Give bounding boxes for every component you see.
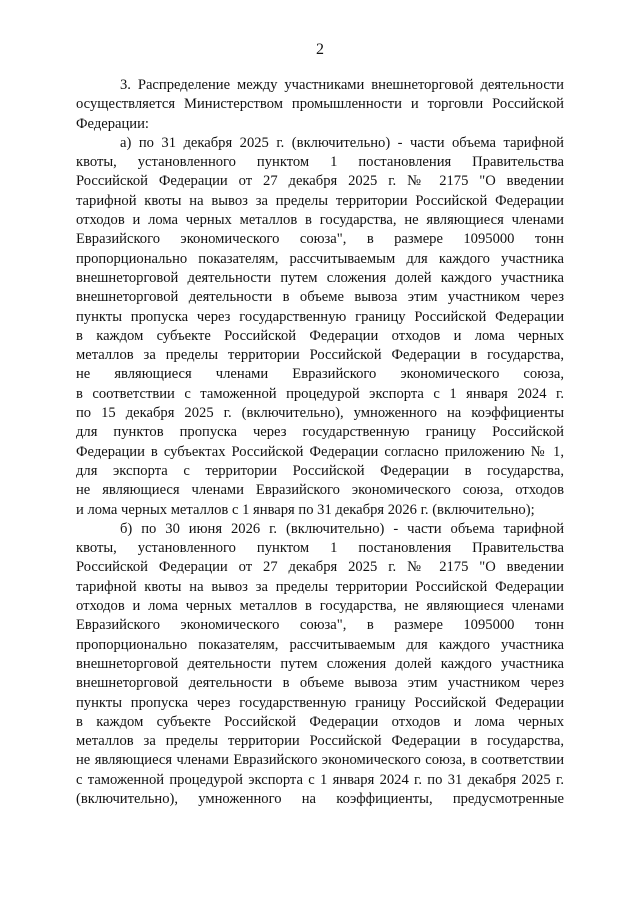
item-b-line: Российской Федерации от 27 декабря 2025 г. № 2175 "О введении (76, 559, 564, 576)
item-b-line: металлов за пределы территории Российской Федерации в государства, (76, 733, 564, 750)
item-a-line: Евразийского экономического союза", в размере 1095000 тонн (76, 231, 564, 248)
item-a-line: для экспорта с территории Российской Федерации в государства, (76, 462, 564, 479)
document-body (76, 76, 564, 809)
item-a-line: по 15 декабря 2025 г. (включительно), умноженного на коэффициенты (76, 405, 564, 422)
item-b-line: внешнеторговой деятельности путем сложения долей каждого участника (76, 655, 564, 672)
item-b-line: не являющиеся членами Евразийского экономического союза, в соответствии (76, 752, 564, 769)
item-b-line: пропорционально показателям, рассчитываемым для каждого участника (76, 636, 564, 653)
item-a-line: для пунктов пропуска через государственную границу Российской (76, 424, 564, 441)
item-b-line: квоты, установленного пунктом 1 постановления Правительства (76, 540, 564, 557)
page-number: 2 (316, 41, 324, 58)
item-b-line: пункты пропуска через государственную границу Российской Федерации (76, 694, 564, 711)
paragraph-3-line: 3. Распределение между участниками внешнеторговой деятельности (120, 77, 564, 93)
item-a-line: и лома черных металлов с 1 января по 31 декабря 2026 г. (включительно); (76, 501, 535, 518)
item-a-line: не являющиеся членами Евразийского экономического союза, (76, 366, 564, 383)
item-a-line: пропорционально показателям, рассчитываемым для каждого участника (76, 250, 564, 267)
item-b-line: б) по 30 июня 2026 г. (включительно) - части объема тарифной (120, 520, 564, 537)
item-a-line: квоты, установленного пунктом 1 постановления Правительства (76, 154, 564, 171)
item-a-line: в каждом субъекте Российской Федерации отходов и лома черных (76, 327, 564, 344)
item-a-line: металлов за пределы территории Российской Федерации в государства, (76, 347, 564, 364)
paragraph-3-line: Федерации: (76, 115, 149, 132)
item-b-line: внешнеторговой деятельности в объеме вывоза этим участником через (76, 675, 564, 692)
item-a-line: в соответствии с таможенной процедурой экспорта с 1 января 2024 г. (76, 385, 564, 402)
item-b-line: в каждом субъекте Российской Федерации отходов и лома черных (76, 713, 564, 730)
item-b-line: отходов и лома черных металлов в государства, не являющиеся членами (76, 598, 564, 615)
item-a-line: Российской Федерации от 27 декабря 2025 г. № 2175 "О введении (76, 173, 564, 190)
item-b-line: Евразийского экономического союза", в размере 1095000 тонн (76, 617, 564, 634)
item-b-line: тарифной квоты на вывоз за пределы территории Российской Федерации (76, 578, 564, 595)
item-a-line: а) по 31 декабря 2025 г. (включительно) - части объема тарифной (120, 134, 564, 151)
item-a-line: внешнеторговой деятельности в объеме вывоза этим участником через (76, 289, 564, 306)
item-a-line: не являющиеся членами Евразийского экономического союза, отходов (76, 482, 564, 499)
item-b-line: с таможенной процедурой экспорта с 1 января 2024 г. по 31 декабря 2025 г. (76, 771, 564, 788)
item-b-line: (включительно), умноженного на коэффициенты, предусмотренные (76, 790, 564, 807)
item-a-line: тарифной квоты на вывоз за пределы территории Российской Федерации (76, 192, 564, 209)
item-a-line: пункты пропуска через государственную границу Российской Федерации (76, 308, 564, 325)
item-a-line: Федерации в субъектах Российской Федерации согласно приложению № 1, (76, 443, 564, 460)
item-a-line: внешнеторговой деятельности путем сложения долей каждого участника (76, 269, 564, 286)
paragraph-3-line: осуществляется Министерством промышленности и торговли Российской (76, 96, 564, 113)
item-a-line: отходов и лома черных металлов в государства, не являющиеся членами (76, 212, 564, 229)
